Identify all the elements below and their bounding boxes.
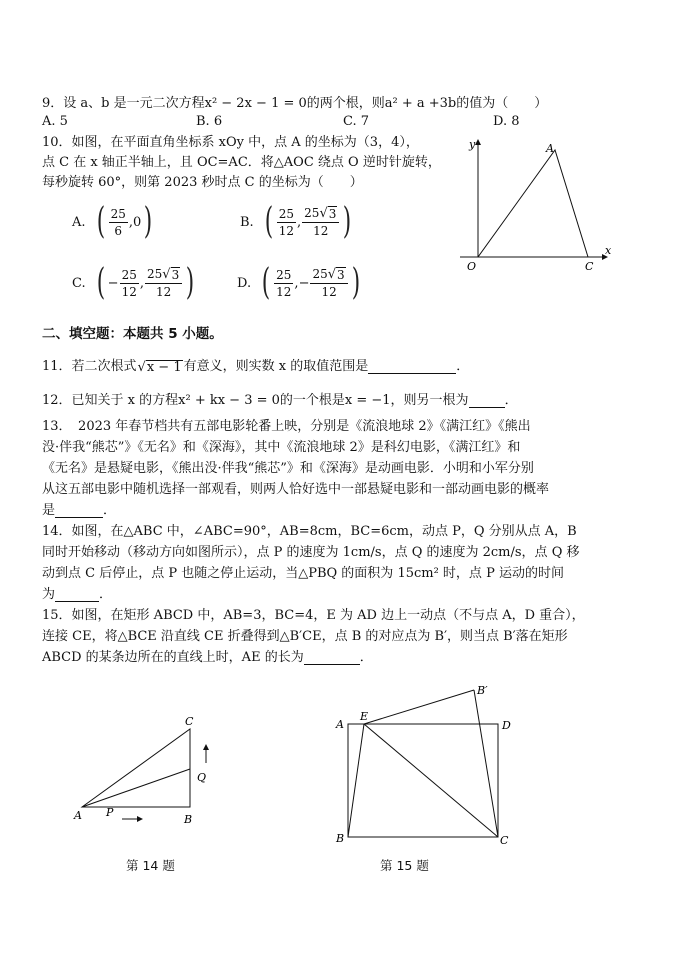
point-a-label: A (336, 718, 344, 731)
question-12: 12．已知关于 x 的方程x² + kx − 3 = 0的一个根是x = −1，则另一根为 ． (42, 393, 518, 408)
q14-answer-blank (55, 589, 99, 602)
q12-answer-blank (469, 395, 505, 408)
question-15-line2: 连接 CE，将△BCE 沿直线 CE 折叠得到△B′CE，点 B 的对应点为 B′，则当点 B′落在矩形 (42, 629, 568, 644)
q10-option-c: C. ( − $\frac{25}{12}$ , 25 √ 3 12 ) (72, 262, 195, 303)
triangle-abc (82, 729, 190, 807)
point-b-label: B (336, 832, 345, 845)
question-15-line1: 15．如图，在矩形 ABCD 中，AB=3，BC=4，E 为 AD 边上一动点（不与点 A，D 重合）， (42, 608, 585, 623)
question-11: 11．若二次根式 √ x − 1 有意义，则实数 x 的取值范围是 ． (42, 359, 470, 375)
q15-caption: 第 15 题 (380, 858, 429, 873)
triangle-aoc (478, 150, 588, 257)
point-c-label: C (500, 834, 509, 845)
q9-option-a: A. 5 (42, 114, 68, 129)
q11-answer-blank (368, 361, 456, 374)
question-10-line1: 10．如图，在平面直角坐标系 xOy 中，点 A 的坐标为（3，4）， (42, 135, 419, 150)
q10-option-a: A. ( $\frac{25}{6}$ , 0 ) (72, 201, 153, 242)
q10-figure (455, 132, 615, 272)
segment-ec (364, 724, 498, 837)
point-e-label: E (360, 710, 369, 723)
rectangle-abcd (348, 724, 498, 837)
point-c-label: C (585, 260, 594, 272)
point-p-label: P (106, 806, 114, 819)
question-14-line2: 同时开始移动（移动方向如图所示），点 P 的速度为 1cm/s，点 Q 的速度为 2cm/s，点 Q 移 (42, 545, 580, 560)
question-13-line2: 没·伴我“熊芯”》《无名》和《深海》，其中《流浪地球 2》是科幻电影，《满江红》和 (42, 440, 521, 455)
y-axis-label: y (469, 138, 476, 151)
segment-eb-prime (364, 690, 474, 724)
q14-caption: 第 14 题 (126, 858, 175, 873)
question-13-line5: 是 ． (42, 503, 117, 518)
question-10-line3: 每秒旋转 60°，则第 2023 秒时点 C 的坐标为（ ） (42, 175, 363, 190)
segment-b-prime-c (474, 690, 498, 837)
q9-option-b: B. 6 (196, 114, 223, 129)
point-a-label: A (546, 142, 554, 155)
q10-option-d: D. ( $\frac{25}{12}$ , − 25 √ 3 12 ) (237, 262, 360, 303)
segment-eb (348, 724, 364, 837)
point-a-label: A (74, 809, 82, 822)
q14-figure (70, 715, 230, 830)
q15-figure (328, 680, 518, 845)
q10-option-b: B. ( $\frac{25}{12}$ , 25 √ 3 12 ) (240, 201, 352, 242)
point-d-label: D (502, 719, 511, 732)
q9-option-c: C. 7 (343, 114, 370, 129)
point-c-label: C (185, 715, 194, 728)
question-13-line3: 《无名》是悬疑电影，《熊出没·伴我“熊芯”》和《深海》是动画电影．小明和小军分别 (42, 461, 534, 476)
question-10-line2: 点 C 在 x 轴正半轴上，且 OC=AC．将△AOC 绕点 O 逆时针旋转， (42, 155, 441, 170)
question-14-line3: 动到点 C 后停止，点 P 也随之停止运动，当△PBQ 的面积为 15cm² 时，点 P 运动的时间 (42, 566, 564, 581)
segment-aq (82, 769, 190, 807)
q15-answer-blank (304, 652, 360, 665)
question-9: 9．设 a、b 是一元二次方程x² − 2x − 1 = 0的两个根，则a² + a +3b的值为（ ） (42, 96, 548, 111)
point-b-label: B (184, 813, 193, 826)
section-2-title: 二、填空题：本题共 5 小题。 (42, 326, 223, 342)
x-axis-label: x (605, 244, 612, 257)
question-13-line1: 13． 2023 年春节档共有五部电影轮番上映，分别是《流浪地球 2》《满江红》《熊出 (42, 419, 531, 434)
question-15-line3: ABCD 的某条边所在的直线上时，AE 的长为 ． (42, 650, 373, 665)
q13-answer-blank (55, 505, 103, 518)
point-b-prime-label: B′ (477, 684, 488, 697)
origin-label: O (467, 260, 477, 272)
point-q-label: Q (197, 771, 207, 784)
q9-option-d: D. 8 (493, 114, 520, 129)
question-14-line1: 14．如图，在△ABC 中，∠ABC=90°，AB=8cm，BC=6cm，动点 P，Q 分别从点 A，B (42, 524, 577, 539)
question-13-line4: 从这五部电影中随机选择一部观看，则两人恰好选中一部悬疑电影和一部动画电影的概率 (42, 482, 550, 497)
question-14-line4: 为 ． (42, 587, 113, 602)
